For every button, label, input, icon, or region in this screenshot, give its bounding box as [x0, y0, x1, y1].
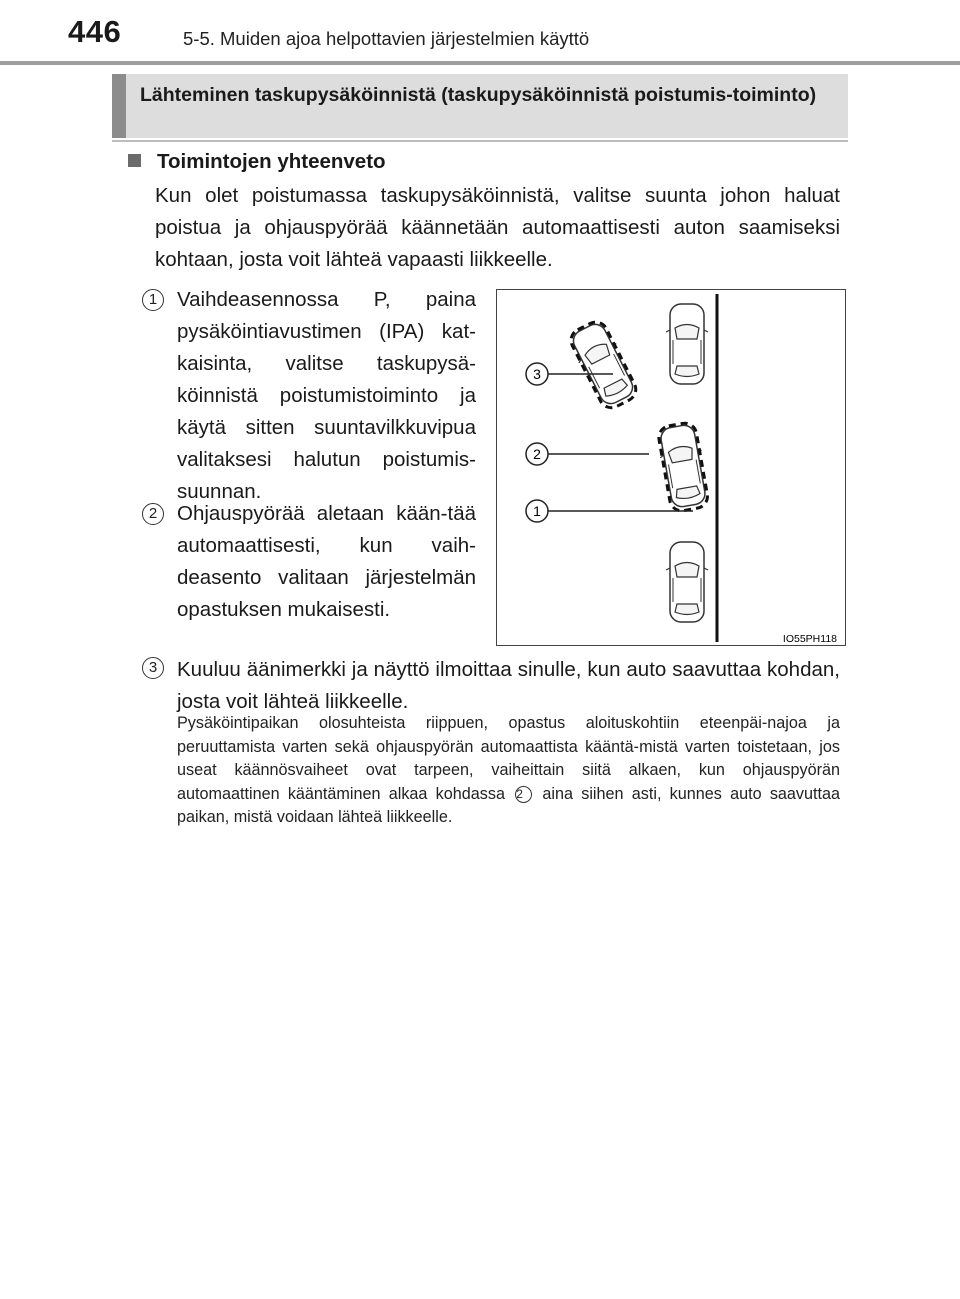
summary-subheading — [128, 150, 386, 174]
heading-title: Lähteminen taskupysäköinnistä (taskupysäköinnistä poistumis-toiminto) — [140, 84, 817, 106]
header-rule — [0, 61, 960, 65]
square-bullet-icon — [128, 154, 141, 167]
step-number-2: 2 — [142, 503, 164, 525]
page-number: 446 — [68, 14, 122, 49]
callout-label-3: 3 — [533, 366, 541, 382]
figure-code: IO55PH118 — [782, 633, 837, 645]
parked-car-front — [666, 304, 708, 384]
step-1-text: Vaihdeasennossa P, paina pysäköintiavustimen (IPA) kat-kaisinta, valitse taskupysä-köinnistä poistumistoiminto ja käytä sitten suuntavilkkuvipua valitaksesi halutun poistumis-suunnan. — [177, 288, 476, 503]
step-number-1: 1 — [142, 289, 164, 311]
parked-car-rear — [666, 542, 708, 622]
ego-car-start — [655, 421, 710, 512]
ego-car-exit — [566, 318, 640, 412]
note-text-after: aina siihen asti, kunnes auto saavuttaa paikan, mistä voidaan lähteä liikkeelle. — [177, 784, 841, 827]
summary-intro: Kun olet poistumassa taskupysäköinnistä, valitse suunta johon haluat poistua ja ohjauspyörää käännetään automaattisesti auton saamiseksi kohtaan, josta voit lähteä vapaasti liikkeelle. — [155, 184, 840, 271]
note-ref-number: 2 — [515, 786, 532, 803]
section-title: 5-5. Muiden ajoa helpottavien järjestelmien käyttö — [183, 28, 590, 49]
note-paragraph — [177, 712, 840, 830]
step-3-text: Kuuluu äänimerkki ja näyttö ilmoittaa sinulle, kun auto saavuttaa kohdan, josta voit lähteä liikkeelle. — [177, 658, 840, 713]
callout-label-2: 2 — [533, 446, 541, 462]
heading-rule — [112, 140, 848, 142]
summary-title: Toimintojen yhteenveto — [157, 150, 386, 173]
step-number-3: 3 — [142, 657, 164, 679]
note-text-before: Pysäköintipaikan olosuhteista riippuen, opastus aloituskohtiin eteenpäi-najoa ja peruuttamista varten sekä ohjauspyörän automaattista kääntä-mistä varten toistetaan, jos useat käännösvaiheet ovat tarpeen, vaiheittain siitä alkaen, kun ohjauspyörän automaattinen kääntäminen alkaa kohdassa — [177, 714, 840, 803]
callout-label-1: 1 — [533, 503, 541, 519]
parking-diagram-svg — [497, 290, 847, 647]
heading-box — [112, 74, 848, 138]
step-2-text: Ohjauspyörää aletaan kään-tää automaattisesti, kun vaih-deasento valitaan järjestelmän opastuksen mukaisesti. — [177, 502, 476, 621]
exit-parking-figure — [496, 289, 846, 646]
